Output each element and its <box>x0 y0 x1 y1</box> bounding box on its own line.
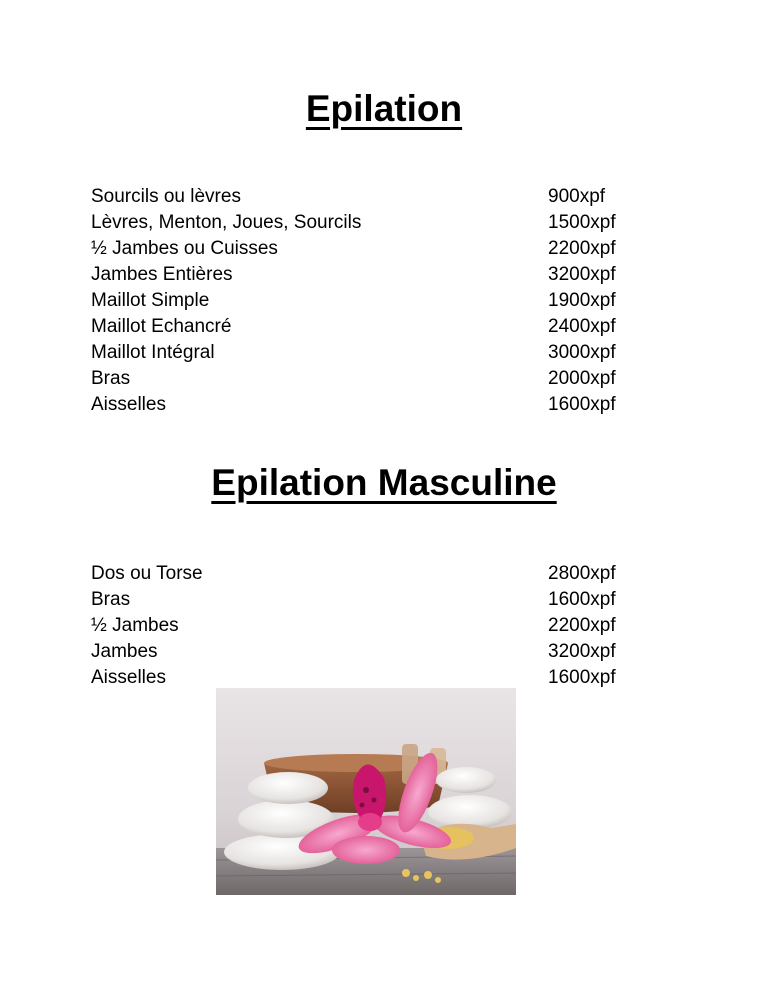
price-row <box>91 366 631 392</box>
price-row <box>91 587 631 613</box>
service-name: Jambes Entières <box>91 264 233 285</box>
service-price: 900xpf <box>548 186 606 207</box>
service-name: ½ Jambes <box>91 615 179 636</box>
price-row <box>91 288 631 314</box>
service-price: 1600xpf <box>548 589 616 610</box>
service-price: 1900xpf <box>548 290 616 311</box>
service-price: 2800xpf <box>548 563 616 584</box>
spa-stones-orchid-illustration <box>216 688 516 895</box>
price-row <box>91 340 631 366</box>
service-name: Maillot Intégral <box>91 342 215 363</box>
service-price: 3200xpf <box>548 264 616 285</box>
price-row <box>91 184 631 210</box>
price-list-epilation <box>91 184 631 418</box>
service-name: Aisselles <box>91 394 166 415</box>
service-name: Bras <box>91 368 131 389</box>
service-name: Lèvres, Menton, Joues, Sourcils <box>91 212 362 233</box>
section-title-epilation-masculine: Epilation Masculine <box>211 462 557 503</box>
price-row <box>91 392 631 418</box>
service-price: 3000xpf <box>548 342 616 363</box>
service-price: 2400xpf <box>548 316 616 337</box>
service-name: Maillot Simple <box>91 290 210 311</box>
section-title-epilation: Epilation <box>305 88 463 129</box>
service-price: 3200xpf <box>548 641 616 662</box>
service-price: 1600xpf <box>548 667 616 688</box>
price-row <box>91 210 631 236</box>
service-name: Dos ou Torse <box>91 563 203 584</box>
service-price: 2000xpf <box>548 368 616 389</box>
service-name: Maillot Echancré <box>91 316 232 337</box>
spa-photo <box>216 688 516 895</box>
price-row <box>91 561 631 587</box>
service-name: Sourcils ou lèvres <box>91 186 241 207</box>
price-row <box>91 613 631 639</box>
service-price: 1600xpf <box>548 394 616 415</box>
service-name: Bras <box>91 589 131 610</box>
service-name: Aisselles <box>91 667 166 688</box>
price-row <box>91 314 631 340</box>
price-row <box>91 639 631 665</box>
price-list-epilation-masculine <box>91 561 631 691</box>
service-name: Jambes <box>91 641 158 662</box>
service-price: 1500xpf <box>548 212 616 233</box>
service-price: 2200xpf <box>548 615 616 636</box>
service-name: ½ Jambes ou Cuisses <box>91 238 278 259</box>
price-row <box>91 262 631 288</box>
price-row <box>91 236 631 262</box>
service-price: 2200xpf <box>548 238 616 259</box>
